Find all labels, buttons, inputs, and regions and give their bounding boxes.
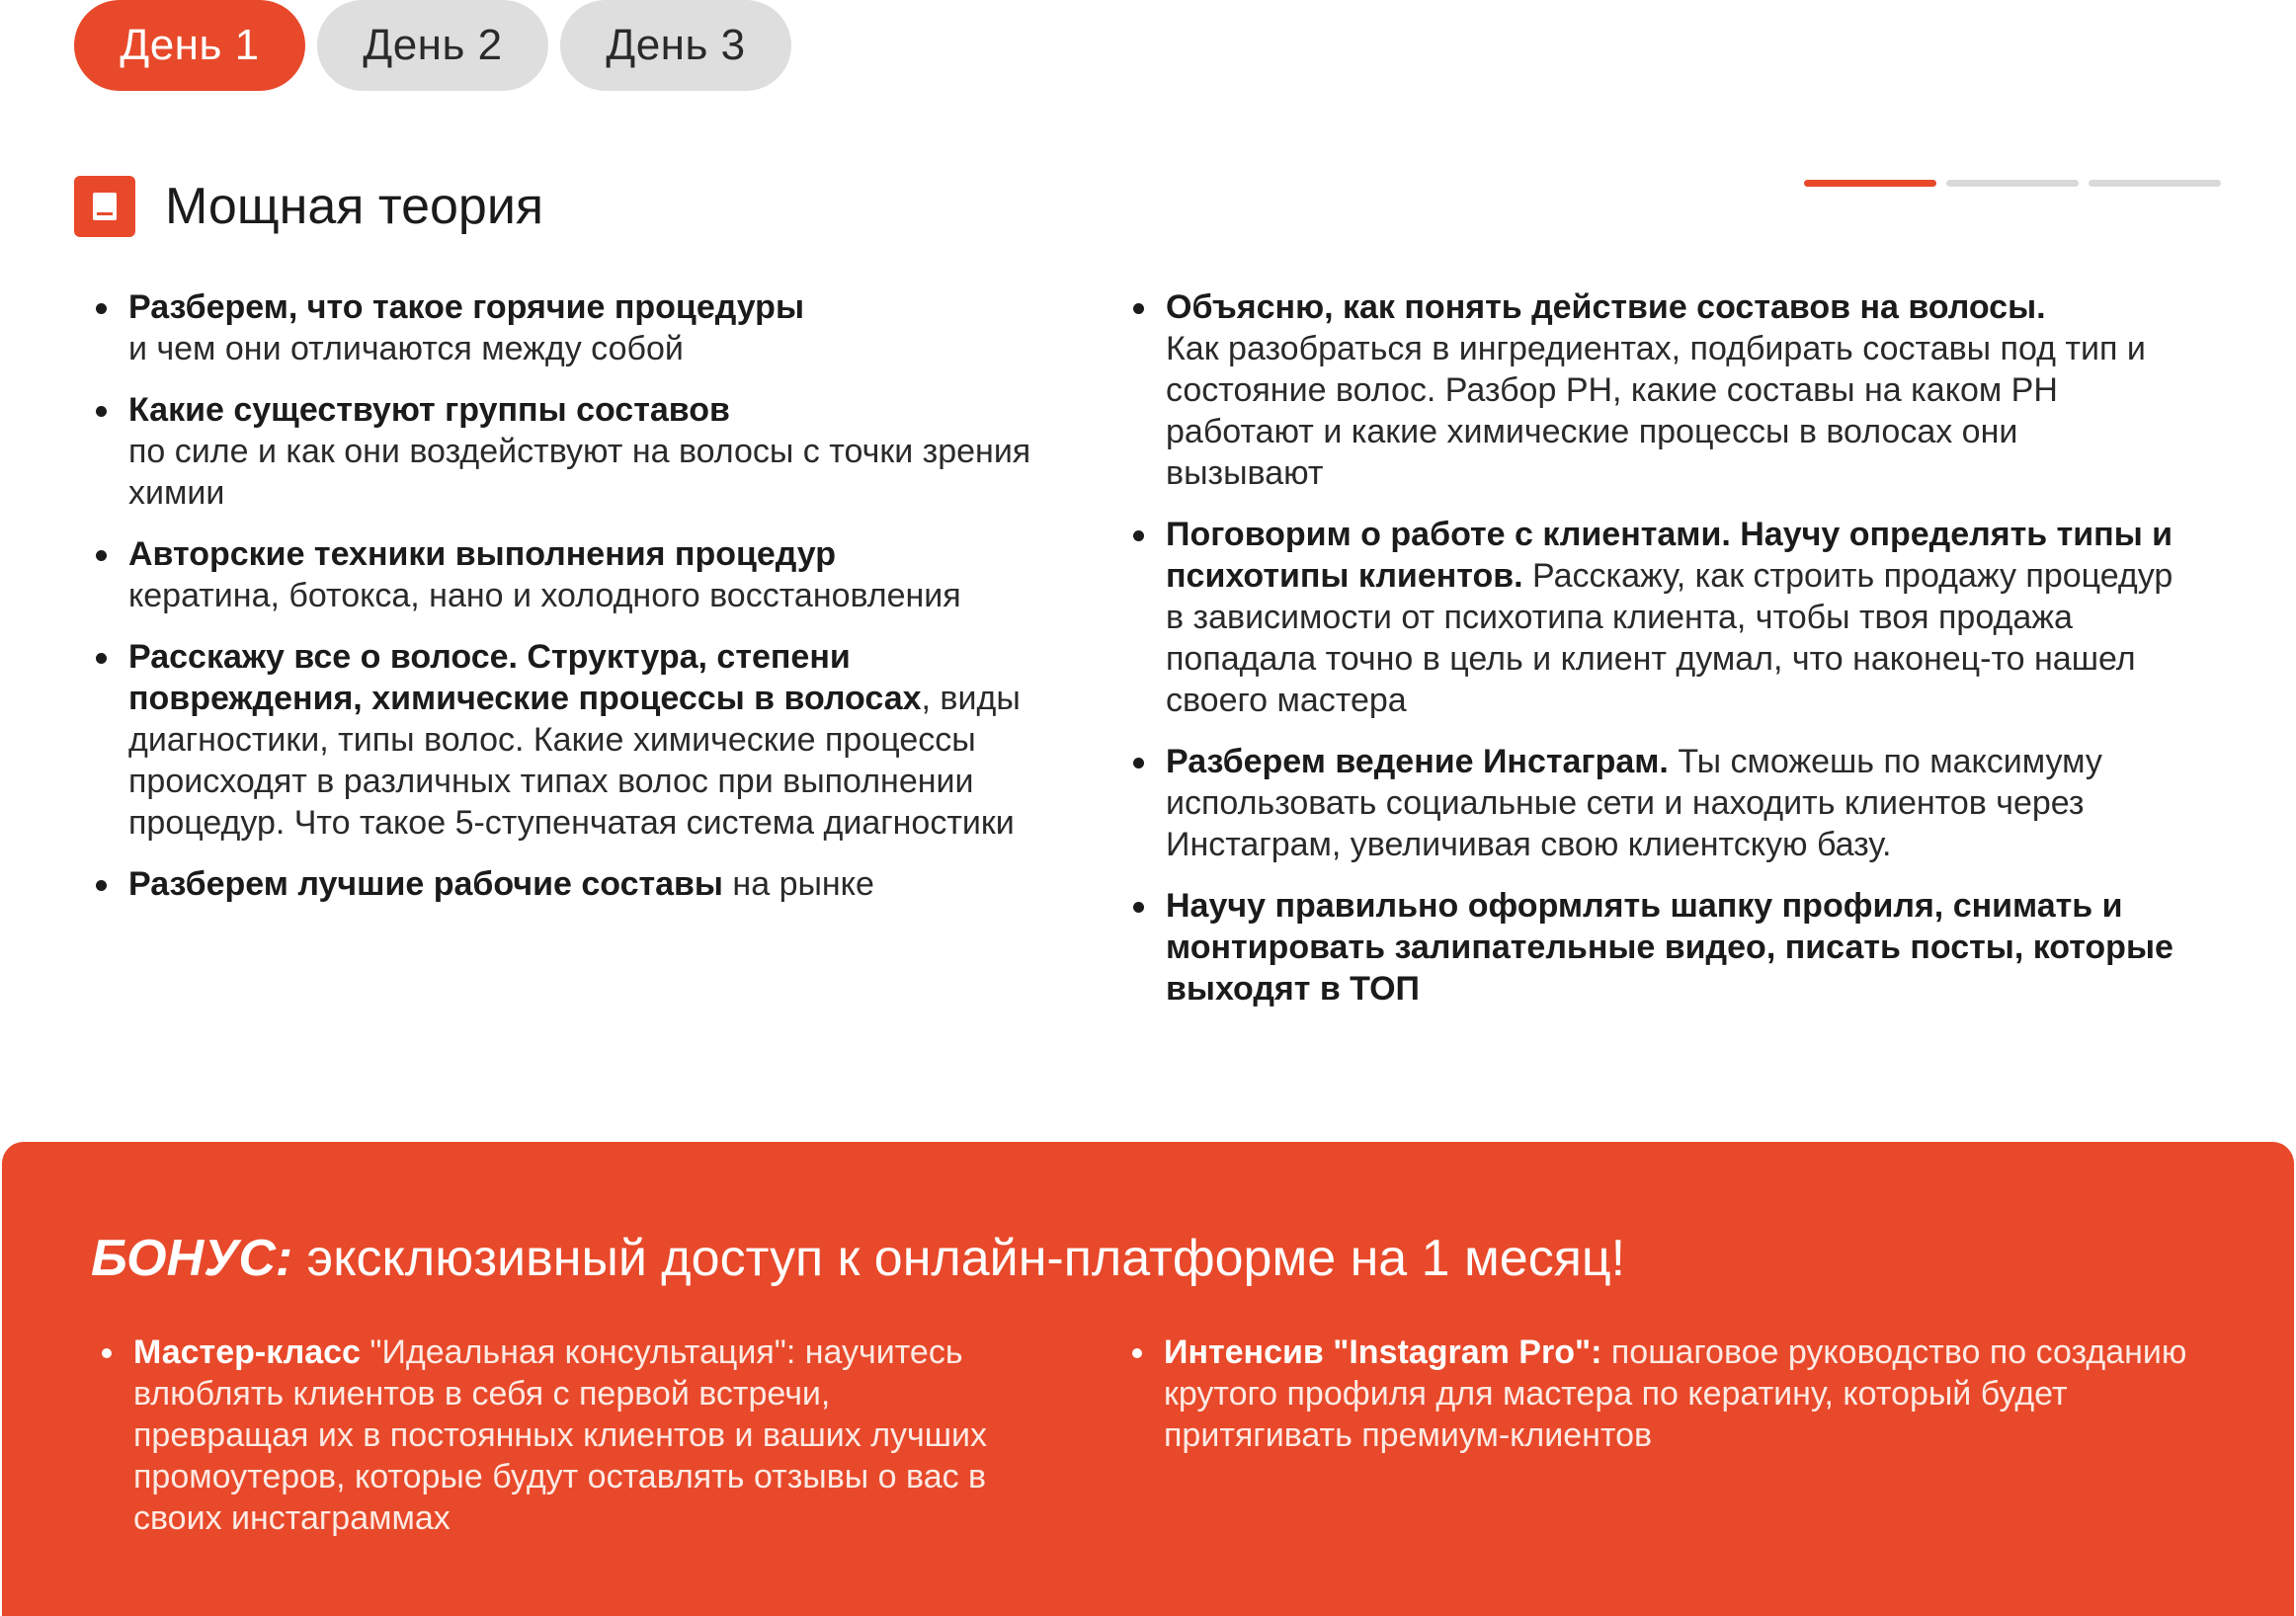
tab-day-1[interactable]: День 1 — [74, 0, 305, 91]
list-item: Разберем ведение Инстаграм. Ты сможешь по максимуму использовать социальные сети и находить клиентов через Инстаграм, увеличивая свою клиентскую базу. — [1126, 741, 2173, 865]
bonus-left — [96, 1332, 1005, 1539]
progress-segment-2[interactable] — [1946, 180, 2079, 187]
progress-segment-1[interactable] — [1804, 180, 1936, 187]
tab-day-3[interactable]: День 3 — [560, 0, 791, 91]
bonus-item: Интенсив "Instagram Pro": пошаговое руководство по созданию крутого профиля для мастера по кератину, который будет притягивать премиум-клиентов — [1126, 1332, 2193, 1456]
bonus-item: Мастер-класс "Идеальная консультация": научитесь влюблять клиентов в себя с первой встречи, превращая их в постоянных клиентов и ваших лучших промоутеров, которые будут оставлять отзывы о вас в своих инстаграммах — [96, 1332, 1005, 1539]
section-header — [74, 176, 543, 237]
list-item: Поговорим о работе с клиентами. Научу определять типы и психотипы клиентов. Расскажу, как строить продажу процедур в зависимости от психотипа клиента, чтобы твоя продажа попадала точно в цель и клиент думал, что наконец-то нашел своего мастера — [1126, 514, 2173, 721]
section-title: Мощная теория — [165, 178, 544, 235]
progress-segment-3[interactable] — [2089, 180, 2221, 187]
right-column — [1126, 286, 2173, 1029]
day-tabs — [74, 0, 791, 91]
list-item: Разберем лучшие рабочие составы на рынке — [89, 863, 1037, 905]
list-item: Расскажу все о волосе. Структура, степени повреждения, химические процессы в волосах, виды диагностики, типы волос. Какие химические процессы происходят в различных типах волос при выполнении процедур. Что такое 5-ступенчатая система диагностики — [89, 636, 1037, 844]
list-item: Авторские техники выполнения процедур кератина, ботокса, нано и холодного восстановления — [89, 533, 1037, 616]
slide-progress — [1804, 180, 2221, 187]
list-item: Какие существуют группы составов по силе и как они воздействуют на волосы с точки зрения химии — [89, 389, 1037, 514]
left-column — [89, 286, 1037, 925]
tab-day-2[interactable]: День 2 — [317, 0, 548, 91]
bonus-block — [2, 1142, 2294, 1616]
bonus-title: БОНУС: эксклюзивный доступ к онлайн-платформе на 1 месяц! — [91, 1230, 1626, 1287]
list-item: Научу правильно оформлять шапку профиля, снимать и монтировать залипательные видео, писать посты, которые выходят в ТОП — [1126, 885, 2173, 1010]
bonus-right — [1126, 1332, 2193, 1456]
bonus-label: БОНУС: — [91, 1230, 293, 1287]
book-icon — [74, 176, 135, 237]
list-item: Разберем, что такое горячие процедуры и чем они отличаются между собой — [89, 286, 1037, 369]
list-item: Объясню, как понять действие составов на волосы. Как разобраться в ингредиентах, подбирать составы под тип и состояние волос. Разбор PH, какие составы на каком PH работают и какие химические процессы в волосах они вызывают — [1126, 286, 2173, 494]
